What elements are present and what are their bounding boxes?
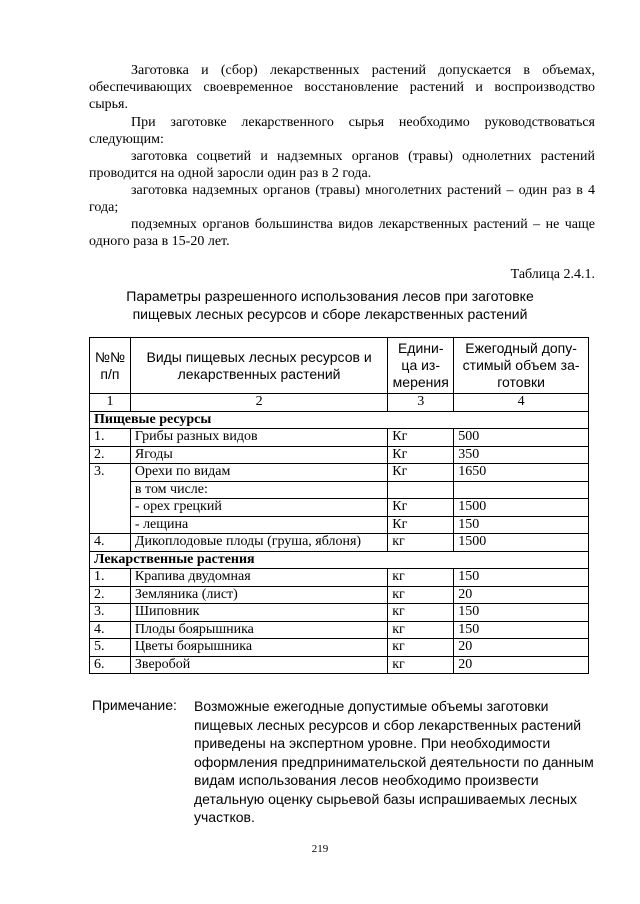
- table-row: [90, 621, 589, 639]
- row-name: Шиповник: [130, 604, 387, 622]
- table-row: [90, 464, 589, 482]
- row-volume: 20: [454, 656, 589, 674]
- row-volume: 1500: [454, 534, 589, 552]
- row-unit: Кг: [388, 499, 454, 517]
- row-name: Орехи по видам: [130, 464, 387, 482]
- row-volume: 500: [454, 429, 589, 447]
- col-num-3: 3: [388, 394, 454, 412]
- row-volume: 150: [454, 516, 589, 534]
- header-kind: Виды пищевых лесных ресурсов и лекарственных растений: [130, 338, 387, 394]
- col-num-4: 4: [454, 394, 589, 412]
- row-name: Ягоды: [130, 446, 387, 464]
- row-unit: Кг: [388, 429, 454, 447]
- row-unit: Кг: [388, 446, 454, 464]
- section-title-food: Пищевые ресурсы: [90, 411, 589, 429]
- table-number: Таблица 2.4.1.: [510, 267, 595, 282]
- row-number: 3.: [90, 604, 131, 622]
- row-volume: 20: [454, 639, 589, 657]
- table-row: [90, 534, 589, 552]
- table-row: [90, 429, 589, 447]
- paragraph-5: подземных органов большинства видов лекарственных растений – не чаще одного раза в 15-20 лет.: [89, 217, 595, 249]
- paragraph-2: При заготовке лекарственного сырья необходимо руководствоваться следующим:: [89, 115, 595, 147]
- row-volume: [454, 481, 589, 499]
- table-row: [90, 569, 589, 587]
- section-food: [90, 411, 589, 429]
- header-number: №№ п/п: [90, 338, 131, 394]
- row-unit: кг: [388, 621, 454, 639]
- column-number-row: [90, 394, 589, 412]
- row-number: 2.: [90, 586, 131, 604]
- row-unit: кг: [388, 639, 454, 657]
- row-number: 1.: [90, 569, 131, 587]
- row-unit: кг: [388, 569, 454, 587]
- col-num-2: 2: [130, 394, 387, 412]
- row-number: 4.: [90, 534, 131, 552]
- row-unit: [388, 481, 454, 499]
- paragraph-3: заготовка соцветий и надземных органов (травы) однолетних растений проводится на одной заросли один раз в 2 года.: [89, 149, 595, 181]
- table-row: [90, 446, 589, 464]
- row-unit: кг: [388, 586, 454, 604]
- row-unit: кг: [388, 656, 454, 674]
- paragraph-4: заготовка надземных органов (травы) многолетних растений – один раз в 4 года;: [89, 183, 595, 215]
- row-name: Цветы боярышника: [130, 639, 387, 657]
- row-volume: 1500: [454, 499, 589, 517]
- note-text: Возможные ежегодные допустимые объемы заготовки пищевых лесных ресурсов и сбор лекарственных растений приведены на экспертном уровне. При необходимости оформления предпринимательской деятельности по данным видам использования лесов необходимо произвести детальную оценку сырьевой базы испрашиваемых лесных участков.: [194, 698, 594, 825]
- row-volume: 20: [454, 586, 589, 604]
- row-unit: кг: [388, 534, 454, 552]
- header-volume: Ежегодный допу-стимый объем за-готовки: [454, 338, 589, 394]
- row-number: 4.: [90, 621, 131, 639]
- page-number: 219: [311, 843, 329, 855]
- table-title: [100, 287, 560, 323]
- row-unit: Кг: [388, 516, 454, 534]
- section-medicinal: [90, 551, 589, 569]
- row-name: - лещина: [130, 516, 387, 534]
- row-name: в том числе:: [130, 481, 387, 499]
- table-row: [90, 481, 589, 499]
- table-row: [90, 586, 589, 604]
- row-name: Плоды боярышника: [130, 621, 387, 639]
- row-name: Дикоплодовые плоды (груша, яблоня): [130, 534, 387, 552]
- header-unit: Едини-ца из-мерения: [388, 338, 454, 394]
- table-title-line-1: Параметры разрешенного использования лесов при заготовке: [126, 288, 534, 304]
- row-number: 1.: [90, 429, 131, 447]
- paragraph-1: Заготовка и (сбор) лекарственных растений допускается в объемах, обеспечивающих своевременное восстановление растений и воспроизводство сырья.: [89, 63, 595, 112]
- row-volume: 150: [454, 604, 589, 622]
- row-volume: 1650: [454, 464, 589, 482]
- row-unit: Кг: [388, 464, 454, 482]
- row-name: - орех грецкий: [130, 499, 387, 517]
- table-row: [90, 656, 589, 674]
- col-num-1: 1: [90, 394, 131, 412]
- row-number: 5.: [90, 639, 131, 657]
- row-volume: 150: [454, 621, 589, 639]
- section-title-medicinal: Лекарственные растения: [90, 551, 589, 569]
- row-name: Зверобой: [130, 656, 387, 674]
- table-row: [90, 639, 589, 657]
- row-number: 6.: [90, 656, 131, 674]
- row-volume: 150: [454, 569, 589, 587]
- table-title-line-2: пищевых лесных ресурсов и сборе лекарственных растений: [132, 306, 528, 322]
- row-volume: 350: [454, 446, 589, 464]
- row-unit: кг: [388, 604, 454, 622]
- resources-table: [89, 337, 589, 674]
- row-number: 2.: [90, 446, 131, 464]
- note-label: Примечание:: [92, 697, 177, 713]
- table-row: [90, 516, 589, 534]
- row-number: 3.: [90, 464, 131, 534]
- row-name: Земляника (лист): [130, 586, 387, 604]
- table-row: [90, 499, 589, 517]
- row-name: Грибы разных видов: [130, 429, 387, 447]
- table-row: [90, 604, 589, 622]
- row-name: Крапива двудомная: [130, 569, 387, 587]
